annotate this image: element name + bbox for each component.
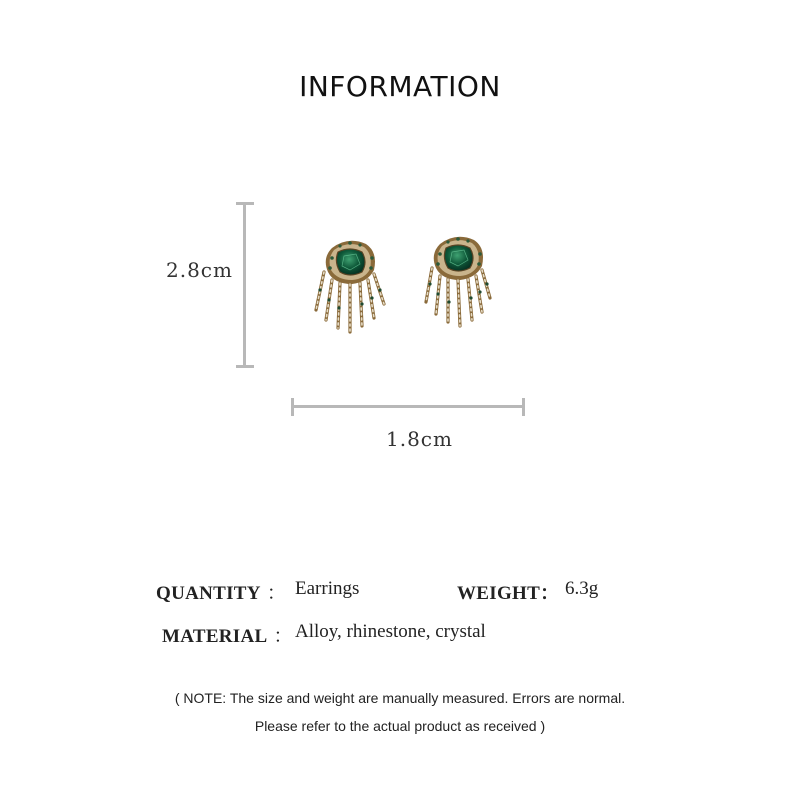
weight-label: WEIGHT： <box>457 583 560 604</box>
ruler-cap-right <box>522 398 525 416</box>
page-title: INFORMATION <box>299 70 501 103</box>
width-ruler <box>291 398 525 416</box>
quantity-value: Earrings <box>295 578 360 599</box>
material-colon: ： <box>273 626 293 647</box>
material-value: Alloy, rhinestone, crystal <box>295 621 486 642</box>
quantity-label: QUANTITY <box>156 583 261 604</box>
ruler-cap-bottom <box>236 365 254 368</box>
right-earring <box>426 237 490 326</box>
left-earring <box>316 241 384 332</box>
note-line-2: Please refer to the actual product as received ) <box>254 718 546 734</box>
weight-value: 6.3g <box>565 578 599 599</box>
ruler-bar <box>243 203 246 367</box>
ruler-bar <box>292 405 524 408</box>
material-label-row <box>162 621 299 648</box>
material-label: MATERIAL <box>162 626 268 647</box>
height-label: 2.8cm <box>166 258 233 282</box>
quantity-colon: ： <box>266 583 286 604</box>
width-label: 1.8cm <box>386 427 453 451</box>
height-ruler <box>236 202 254 368</box>
weight-label-row <box>457 578 559 605</box>
quantity-label-row <box>156 578 292 605</box>
earrings-image <box>300 230 520 340</box>
note-line-1: ( NOTE: The size and weight are manually measured. Errors are normal. <box>174 690 626 706</box>
